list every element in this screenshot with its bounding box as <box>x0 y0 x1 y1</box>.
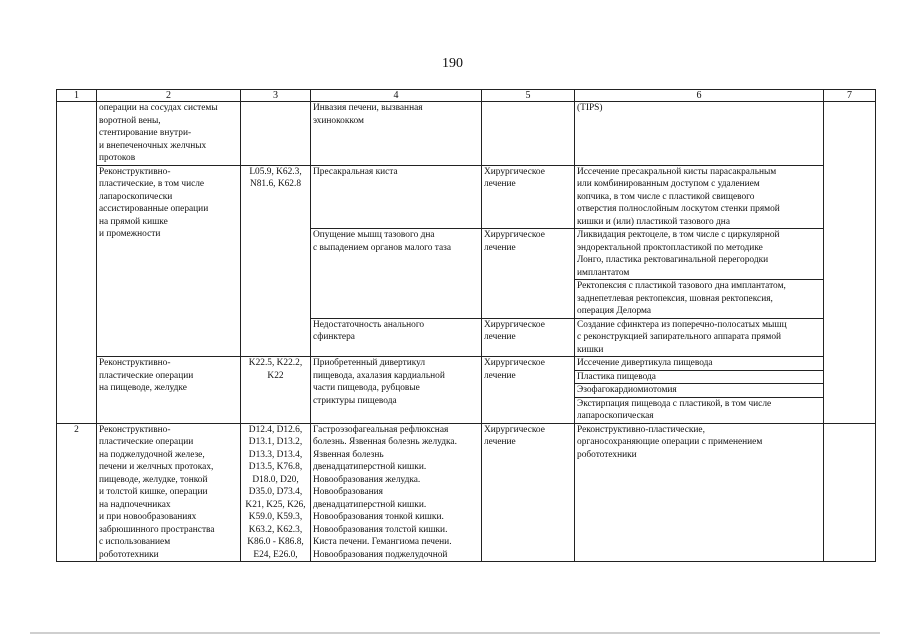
operation-group-cell <box>97 423 241 562</box>
cell-text-line: лечение <box>484 332 516 342</box>
cell-text-line: Иссечение пресакральной кисты парасакральным <box>577 166 777 177</box>
cell-text-line: отверстия полнослойным лоскутом стенки прямой <box>577 204 780 214</box>
cell-text-line: K63.2, K62.3, <box>248 524 303 535</box>
cell-text-line: и промежности <box>99 229 161 239</box>
cell-text-line: эндоректальной проктопластикой по методике <box>577 242 763 253</box>
col-header: 5 <box>482 90 575 102</box>
cell-text-line: и при новообразованиях <box>99 512 197 522</box>
cell-text-line: ассистированные операции <box>99 204 209 214</box>
page-edge-line <box>30 632 880 634</box>
cell-text-line: E24, E26.0, <box>253 549 298 560</box>
table-row <box>57 423 876 562</box>
method-cell <box>575 423 824 562</box>
cell-text-line: пищевода, ахалазия кардиальной <box>313 370 445 381</box>
treatment-type-cell <box>482 318 575 357</box>
cell-text-line: с реконструкцией запирательного аппарата прямой <box>577 332 782 342</box>
treatment-type-cell <box>482 229 575 319</box>
cell-text-line: лечение <box>484 179 516 189</box>
cell-text-line: Гастроэзофагеальная рефлюксная <box>313 424 449 435</box>
cell-text-line: Иссечение дивертикула пищевода <box>577 358 713 368</box>
method-cell <box>575 318 824 357</box>
cell-text-line: K21, K25, K26, <box>245 499 306 510</box>
cell-text-line: робототехники <box>99 549 159 560</box>
cell-text-line: забрюшинного пространства <box>99 524 215 535</box>
cell-text-line: лечение <box>484 370 516 381</box>
cell-text-line: органосохраняющие операции с применением <box>577 437 763 447</box>
table-row <box>57 165 876 229</box>
cell-text-line: двенадцатиперстной кишки. <box>313 462 427 472</box>
col-header: 6 <box>575 90 824 102</box>
cell-text-line: K59.0, K59.3, <box>248 512 303 522</box>
icd-codes-cell <box>241 423 311 562</box>
col-header: 1 <box>57 90 97 102</box>
cell-text-line: Хирургическое <box>484 230 545 240</box>
cell-text-line: Создание сфинктера из поперечно-полосатых мышц <box>577 319 787 330</box>
diagnosis-cell <box>311 165 482 229</box>
cell-text-line: Пресакральная киста <box>313 166 398 177</box>
col-header: 4 <box>311 90 482 102</box>
cell-text-line: на поджелудочной железе, <box>99 449 205 460</box>
cell-text-line: лечение <box>484 437 516 447</box>
cell-text-line: Недостаточность анального <box>313 319 425 330</box>
diagnosis-cell <box>311 318 482 357</box>
cell-text-line: и внепеченочных желчных <box>99 140 207 151</box>
cell-text-line: Новообразования <box>313 487 383 497</box>
icd-codes-cell <box>241 102 311 166</box>
operation-group-cell <box>97 357 241 424</box>
cell-text-line: стентирование внутри- <box>99 128 192 138</box>
cell-text-line: Реконструктивно- <box>99 166 171 177</box>
cell-text-line: заднепетлевая ректопексия, шовная ректопексия, <box>577 293 773 304</box>
page-number: 190 <box>442 56 463 71</box>
cell-text-line: Ректопексия с пластикой тазового дна имплантатом, <box>577 281 786 291</box>
cell-text-line: операции на сосудах системы <box>99 103 218 113</box>
cell-text-line: Эзофагокардиомиотомия <box>577 385 677 395</box>
cell-text-line: Хирургическое <box>484 424 545 435</box>
method-cell <box>575 357 824 371</box>
cell-text-line: Приобретенный дивертикул <box>313 358 426 368</box>
cell-text-line: K22.5, K22.2, <box>248 358 303 368</box>
row-number-cell <box>57 102 97 424</box>
diagnosis-cell <box>311 423 482 562</box>
cell-text-line: на прямой кишке <box>99 216 168 227</box>
cell-text-line: Пластика пищевода <box>577 371 656 382</box>
cell-text-line: D13.5, K76.8, <box>248 462 303 472</box>
cell-text-line: Новообразования поджелудочной <box>313 549 448 560</box>
cell-text-line: D13.3, D13.4, <box>248 449 303 460</box>
method-cell <box>575 102 824 166</box>
cell-text-line: протоков <box>99 153 136 163</box>
method-cell <box>575 384 824 398</box>
row-number-cell: 2 <box>57 423 97 562</box>
diagnosis-cell <box>311 357 482 424</box>
cell-text-line: L05.9, K62.3, <box>249 166 302 177</box>
treatment-type-cell <box>482 357 575 424</box>
cell-text-line: части пищевода, рубцовые <box>313 383 420 393</box>
operation-group-cell <box>97 165 241 357</box>
cell-text-line: на пищеводе, желудке <box>99 383 187 393</box>
cell-text-line: D18.0, D20, <box>252 474 299 485</box>
cell-text-line: Новообразования толстой кишки. <box>313 524 448 535</box>
col-header: 7 <box>824 90 876 102</box>
cell-text-line: Ликвидация ректоцеле, в том числе с циркулярной <box>577 230 780 240</box>
icd-codes-cell <box>241 357 311 424</box>
cell-text-line: пластические операции <box>99 370 194 381</box>
method-cell <box>575 165 824 229</box>
cell-text-line: Хирургическое <box>484 358 545 368</box>
table-row <box>57 102 876 166</box>
cell-text-line: Лонго, пластика ректовагинальной перегородки <box>577 255 769 265</box>
cell-text-line: Киста печени. Гемангиома печени. <box>313 537 452 547</box>
cell-text-line: воротной вены, <box>99 115 161 126</box>
operation-group-cell <box>97 102 241 166</box>
cell-text-line: пищеводе, желудке, тонкой <box>99 474 208 485</box>
cell-text-line: лечение <box>484 242 516 253</box>
header-row <box>57 90 876 102</box>
cell-text-line: (TIPS) <box>577 103 603 113</box>
cell-text-line: с использованием <box>99 537 171 547</box>
cell-text-line: или комбинированным доступом с удалением <box>577 179 760 189</box>
cell-text-line: лапароскопически <box>99 191 173 202</box>
treatment-type-cell <box>482 165 575 229</box>
cell-text-line: N81.6, K62.8 <box>249 179 302 189</box>
cell-text-line: печени и желчных протоках, <box>99 462 214 472</box>
cell-text-line: Опущение мышц тазового дна <box>313 230 435 240</box>
cell-text-line: операция Делорма <box>577 306 652 316</box>
cell-text-line: эхинококком <box>313 115 364 126</box>
method-cell <box>575 370 824 384</box>
cell-text-line: D13.1, D13.2, <box>248 437 303 447</box>
cell-text-line: на надпочечниках <box>99 499 171 510</box>
cell-text-line: робототехники <box>577 449 637 460</box>
cell-text-line: Хирургическое <box>484 319 545 330</box>
diagnosis-cell <box>311 229 482 319</box>
method-cell <box>575 229 824 280</box>
cell-text-line: с выпадением органов малого таза <box>313 242 452 253</box>
method-cell <box>575 280 824 319</box>
cell-text-line: Реконструктивно- <box>99 358 171 368</box>
cell-text-line: и толстой кишке, операции <box>99 487 208 497</box>
cell-text-line: Экстирпация пищевода с пластикой, в том числе <box>577 398 772 409</box>
treatment-type-cell <box>482 423 575 562</box>
cell-text-line: Реконструктивно- <box>99 424 171 435</box>
icd-codes-cell <box>241 165 311 357</box>
cell-text-line: двенадцатиперстной кишки. <box>313 499 427 510</box>
col7-cell <box>824 102 876 424</box>
cell-text-line: Инвазия печени, вызванная <box>313 103 423 113</box>
cell-text-line: K22 <box>267 370 284 381</box>
cell-text-line: болезнь. Язвенная болезнь желудка. <box>313 437 457 447</box>
treatment-type-cell <box>482 102 575 166</box>
cell-text-line: K86.0 - K86.8, <box>247 537 304 547</box>
cell-text-line: кишки <box>577 344 604 355</box>
cell-text-line: стриктуры пищевода <box>313 395 397 406</box>
table-row <box>57 357 876 371</box>
cell-text-line: имплантатом <box>577 267 630 278</box>
cell-text-line: Язвенная болезнь <box>313 449 384 460</box>
procedures-table <box>56 89 876 562</box>
cell-text-line: кишки и (или) пластикой тазового дна <box>577 216 730 227</box>
cell-text-line: копчика, в том числе с пластикой свищевого <box>577 191 755 202</box>
cell-text-line: D12.4, D12.6, <box>248 424 303 435</box>
cell-text-line: лапароскопическая <box>577 411 654 421</box>
cell-text-line: D35.0, D73.4, <box>248 487 303 497</box>
col-header: 2 <box>97 90 241 102</box>
cell-text-line: сфинктера <box>313 332 355 342</box>
cell-text-line: Хирургическое <box>484 166 545 177</box>
cell-text-line: Новообразования желудка. <box>313 474 421 485</box>
col-header: 3 <box>241 90 311 102</box>
diagnosis-cell <box>311 102 482 166</box>
col7-cell <box>824 423 876 562</box>
cell-text-line: Реконструктивно-пластические, <box>577 424 705 435</box>
cell-text-line: пластические операции <box>99 437 194 447</box>
method-cell <box>575 397 824 423</box>
cell-text-line: Новообразования тонкой кишки. <box>313 512 444 522</box>
cell-text-line: пластические, в том числе <box>99 179 205 189</box>
